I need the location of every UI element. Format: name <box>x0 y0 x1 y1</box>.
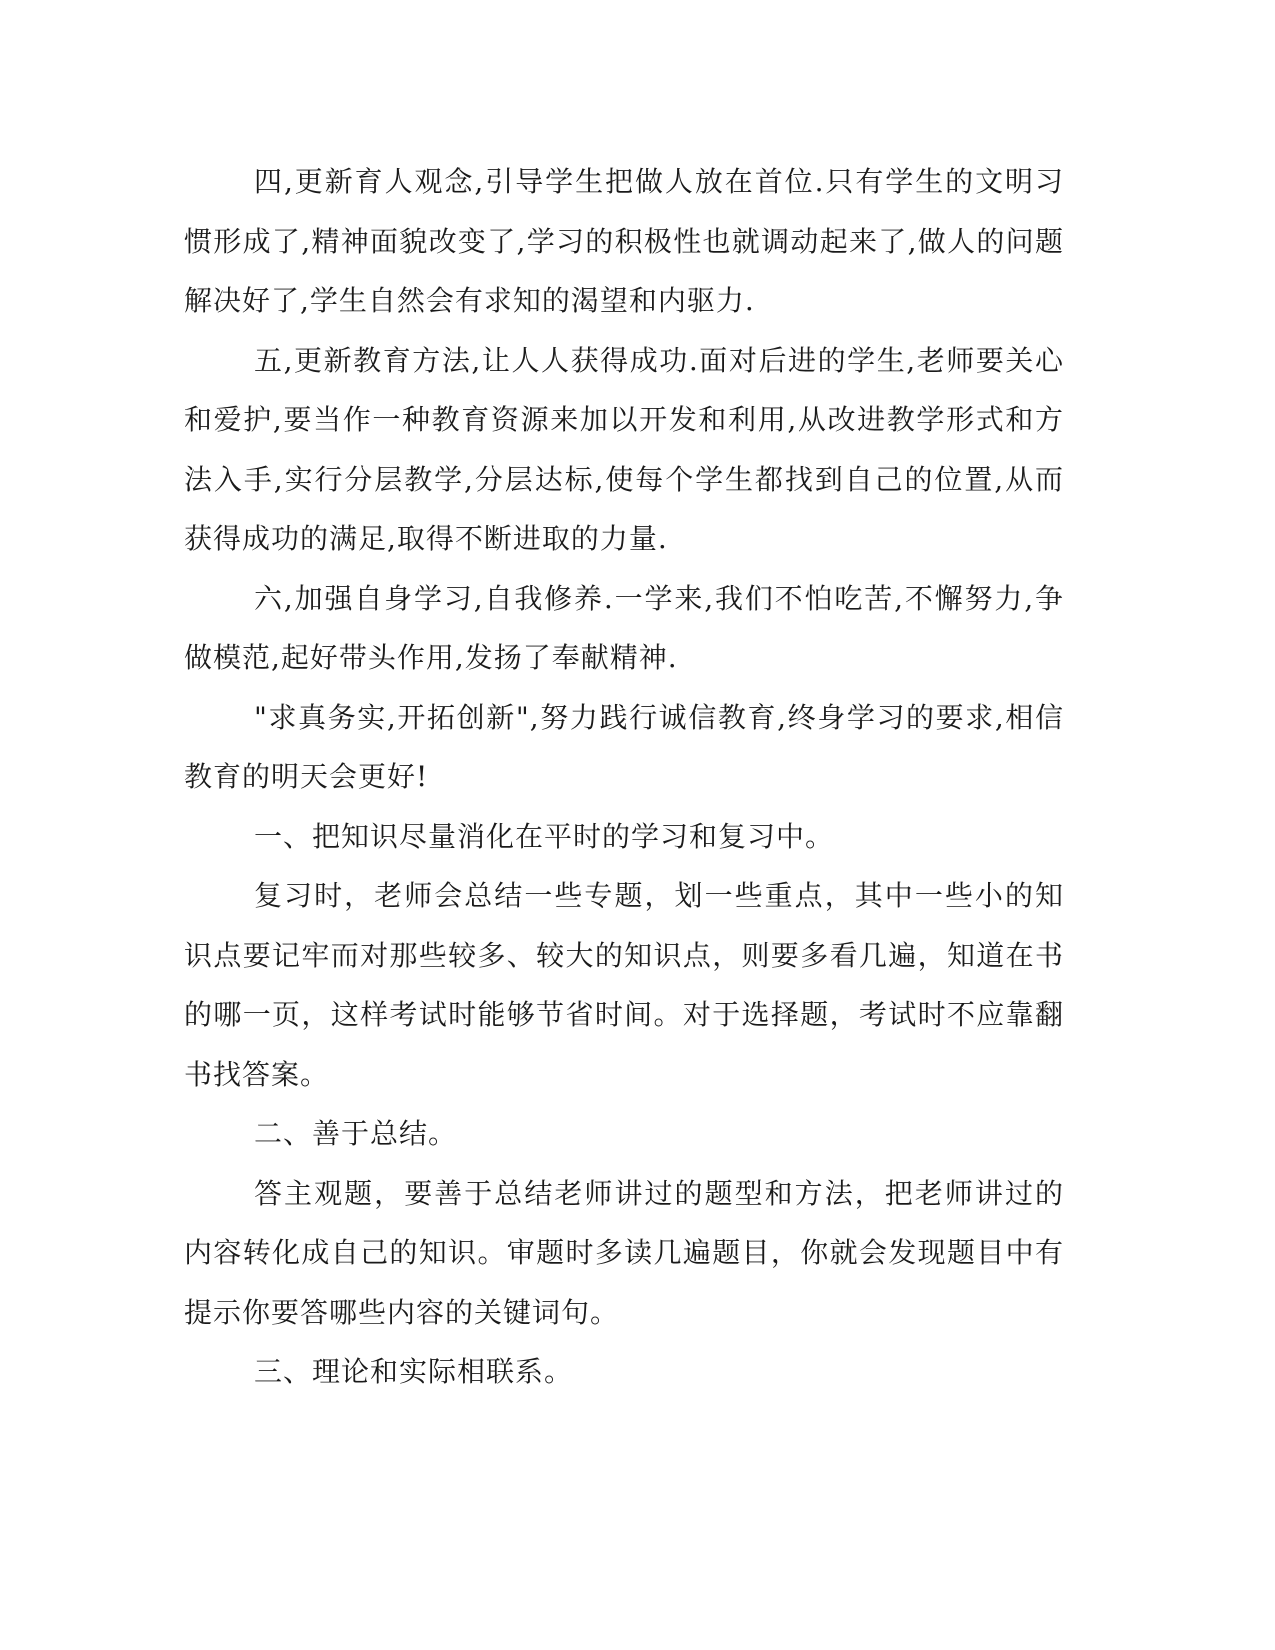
paragraph-4-update-education-concept: 四,更新育人观念,引导学生把做人放在首位.只有学生的文明习惯形成了,精神面貌改变了,学习的积极性也就调动起来了,做人的问题解决好了,学生自然会有求知的渴望和内驱力. <box>184 165 1064 317</box>
heading-3-theory-practice: 三、理论和实际相联系。 <box>254 1355 574 1388</box>
paragraph-review-tips: 复习时，老师会总结一些专题，划一些重点，其中一些小的知识点要记牢而对那些较多、较大的知识点，则要多看几遍，知道在书的哪一页，这样考试时能够节省时间。对于选择题，考试时不应靠翻书找答案。 <box>184 879 1064 1091</box>
document-body <box>184 152 1064 1402</box>
heading-2-summarize: 二、善于总结。 <box>254 1117 458 1150</box>
paragraph-6-self-study: 六,加强自身学习,自我修养.一学来,我们不怕吃苦,不懈努力,争做模范,起好带头作用,发扬了奉献精神. <box>184 581 1064 674</box>
paragraph-subjective-questions: 答主观题，要善于总结老师讲过的题型和方法，把老师讲过的内容转化成自己的知识。审题时多读几遍题目，你就会发现题目中有提示你要答哪些内容的关键词句。 <box>184 1176 1064 1329</box>
heading-1-digest-knowledge: 一、把知识尽量消化在平时的学习和复习中。 <box>254 819 835 853</box>
paragraph-5-update-education-method: 五,更新教育方法,让人人获得成功.面对后进的学生,老师要关心和爱护,要当作一种教育资源来加以开发和利用,从改进教学形式和方法入手,实行分层教学,分层达标,使每个学生都找到自己的位置,从而获得成功的满足,取得不断进取的力量. <box>184 343 1064 555</box>
paragraph-motto: "求真务实,开拓创新",努力践行诚信教育,终身学习的要求,相信教育的明天会更好! <box>184 700 1064 793</box>
